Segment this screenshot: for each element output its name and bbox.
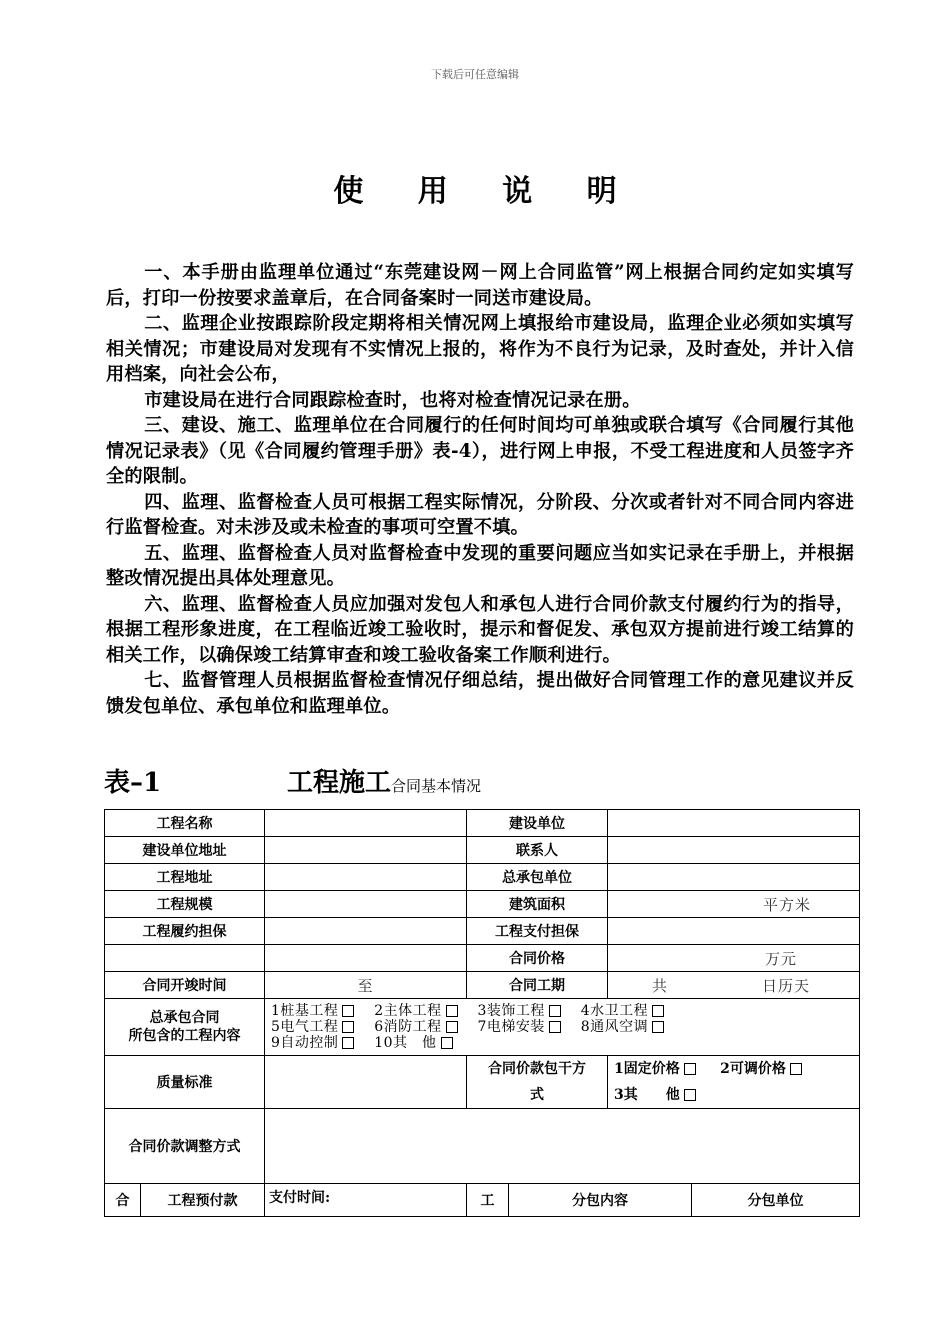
paragraph: 三、建设、施工、监理单位在合同履行的任何时间均可单独或联合填写《合同履行其他情况记录表》（见《合同履约管理手册》表-4），进行网上申报，不受工程进度和人员签字齐全的限制。 [106, 415, 854, 487]
label-performance-guarantee: 工程履约担保 [105, 918, 265, 945]
scope-option[interactable] [374, 1003, 457, 1019]
checkbox[interactable] [652, 1005, 664, 1017]
scope-option-label: 4水卫工程 [580, 1003, 649, 1019]
checkbox[interactable] [549, 1005, 561, 1017]
label-project-address: 工程地址 [105, 864, 265, 891]
payment-time-label: 支付时间: [269, 1190, 331, 1206]
paragraph: 一、本手册由监理单位通过“东莞建设网－网上合同监管”网上根据合同约定如实填写后，打印一份按要求盖章后，在合同备案时一同送市建设局。 [106, 262, 854, 309]
pricing-option-label: 1固定价格 [614, 1061, 680, 1077]
pricing-option[interactable] [614, 1087, 696, 1103]
checkbox[interactable] [342, 1005, 354, 1017]
label-subcontract-unit: 分包单位 [692, 1184, 860, 1217]
scope-option-label: 9自动控制 [271, 1035, 339, 1051]
scope-options [265, 999, 860, 1056]
label-advance-payment: 工程预付款 [141, 1184, 265, 1217]
label-scope [105, 999, 265, 1056]
blank-cell[interactable] [265, 945, 467, 972]
checkbox[interactable] [342, 1021, 354, 1033]
header-note: 下载后可任意编辑 [431, 68, 519, 81]
pricing-method-line-2: 式 [530, 1087, 544, 1103]
contract-period-field[interactable] [608, 972, 860, 999]
scope-label-line-2: 所包含的工程内容 [128, 1028, 241, 1044]
calendar-days-text: 日历天 [762, 976, 811, 995]
builder-address-field[interactable] [265, 837, 467, 864]
checkbox[interactable] [441, 1037, 453, 1049]
paragraph: 四、监理、监督检查人员可根据工程实际情况，分阶段、分次或者针对不同合同内容进行监督检查。对未涉及或未检查的事项可空置不填。 [106, 491, 854, 538]
pricing-option[interactable] [614, 1061, 696, 1077]
scope-option-label: 7电梯安装 [477, 1019, 545, 1035]
builder-field[interactable] [608, 810, 860, 837]
pricing-row [614, 1082, 853, 1108]
label-quality-standard: 质量标准 [105, 1056, 265, 1109]
start-end-time-field[interactable] [265, 972, 467, 999]
pricing-option-label: 3其 他 [614, 1087, 680, 1103]
contract-price-field[interactable] [608, 945, 860, 972]
scope-option-label: 6消防工程 [374, 1019, 442, 1035]
label-building-area: 建筑面积 [467, 891, 608, 918]
paragraph: 二、监理企业按跟踪阶段定期将相关情况网上填报给市建设局，监理企业必须如实填写相关情况；市建设局对发现有不实情况上报的，将作为不良行为记录，及时查处，并计入信用档案，向社会公布， [106, 313, 854, 385]
area-unit: 平方米 [762, 895, 811, 914]
paragraph: 七、监督管理人员根据监督检查情况仔细总结，提出做好合同管理工作的意见建议并反馈发包单位、承包单位和监理单位。 [106, 670, 854, 717]
checkbox[interactable] [446, 1005, 458, 1017]
label-project-scale: 工程规模 [105, 891, 265, 918]
paragraph: 六、监理、监督检查人员应加强对发包人和承包人进行合同价款支付履约行为的指导，根据工程形象进度，在工程临近竣工验收时，提示和督促发、承包双方提前进行竣工结算的相关工作，以确保竣工结算审查和竣工验收备案工作顺利进行。 [106, 593, 854, 666]
label-contact: 联系人 [467, 837, 608, 864]
label-contract-period: 合同工期 [467, 972, 608, 999]
page-title: 使 用 说 明 [333, 174, 639, 209]
label-builder: 建设单位 [467, 810, 608, 837]
label-start-end-time: 合同开竣时间 [105, 972, 265, 999]
scope-option[interactable] [477, 1019, 560, 1035]
checkbox[interactable] [684, 1089, 696, 1101]
scope-row [271, 1003, 853, 1019]
blank-cell[interactable] [105, 945, 265, 972]
payment-time-field[interactable] [265, 1184, 467, 1217]
price-adjustment-field[interactable] [265, 1109, 860, 1184]
project-name-field[interactable] [265, 810, 467, 837]
total-text: 共 [652, 976, 669, 995]
checkbox[interactable] [684, 1063, 696, 1075]
scope-option-label: 5电气工程 [271, 1019, 339, 1035]
table-number: 表–1 [104, 768, 162, 798]
label-payment-guarantee: 工程支付担保 [467, 918, 608, 945]
scope-option[interactable] [374, 1035, 452, 1051]
contact-field[interactable] [608, 837, 860, 864]
scope-option[interactable] [271, 1003, 354, 1019]
scope-row [271, 1019, 853, 1035]
checkbox[interactable] [790, 1063, 802, 1075]
performance-guarantee-field[interactable] [265, 918, 467, 945]
to-text: 至 [357, 976, 374, 995]
table-subtitle: 合同基本情况 [391, 777, 482, 795]
label-subcontract-content: 分包内容 [509, 1184, 692, 1217]
scope-label-line-1: 总承包合同 [149, 1010, 220, 1026]
scope-option-label: 3装饰工程 [477, 1003, 545, 1019]
pricing-options [608, 1056, 860, 1109]
building-area-field[interactable] [608, 891, 860, 918]
label-he: 合 [105, 1184, 141, 1217]
label-contract-price: 合同价格 [467, 945, 608, 972]
table-main-title-text: 工程施工 [287, 768, 392, 798]
label-gong: 工 [467, 1184, 509, 1217]
scope-row [271, 1035, 853, 1051]
contract-info-table [104, 809, 860, 1217]
label-pricing-method [467, 1056, 608, 1109]
scope-option-label: 10其 他 [374, 1035, 437, 1051]
payment-guarantee-field[interactable] [608, 918, 860, 945]
scope-option[interactable] [271, 1035, 354, 1051]
project-scale-field[interactable] [265, 891, 467, 918]
instructions [106, 260, 854, 719]
label-general-contractor: 总承包单位 [467, 864, 608, 891]
pricing-option-label: 2可调价格 [720, 1061, 786, 1077]
quality-standard-field[interactable] [265, 1056, 467, 1109]
label-builder-address: 建设单位地址 [105, 837, 265, 864]
checkbox[interactable] [342, 1037, 354, 1049]
project-address-field[interactable] [265, 864, 467, 891]
table-main-title [287, 762, 481, 799]
pricing-row [614, 1056, 853, 1082]
general-contractor-field[interactable] [608, 864, 860, 891]
scope-option-label: 1桩基工程 [271, 1003, 339, 1019]
label-project-name: 工程名称 [105, 810, 265, 837]
scope-option[interactable] [581, 1019, 664, 1035]
pricing-option[interactable] [720, 1061, 802, 1077]
scope-option[interactable] [581, 1003, 664, 1019]
paragraph: 五、监理、监督检查人员对监督检查中发现的重要问题应当如实记录在手册上，并根据整改情况提出具体处理意见。 [106, 542, 854, 589]
checkbox[interactable] [549, 1021, 561, 1033]
scope-option[interactable] [374, 1019, 457, 1035]
pricing-method-line-1: 合同价款包干方 [488, 1061, 586, 1077]
scope-option-label: 8通风空调 [580, 1019, 649, 1035]
table-title [104, 762, 864, 802]
price-unit: 万元 [764, 949, 797, 968]
scope-option[interactable] [477, 1003, 560, 1019]
label-price-adjustment: 合同价款调整方式 [105, 1109, 265, 1184]
scope-option-label: 2主体工程 [374, 1003, 442, 1019]
scope-option[interactable] [271, 1019, 354, 1035]
paragraph: 市建设局在进行合同跟踪检查时，也将对检查情况记录在册。 [144, 389, 641, 411]
checkbox[interactable] [446, 1021, 458, 1033]
checkbox[interactable] [652, 1021, 664, 1033]
